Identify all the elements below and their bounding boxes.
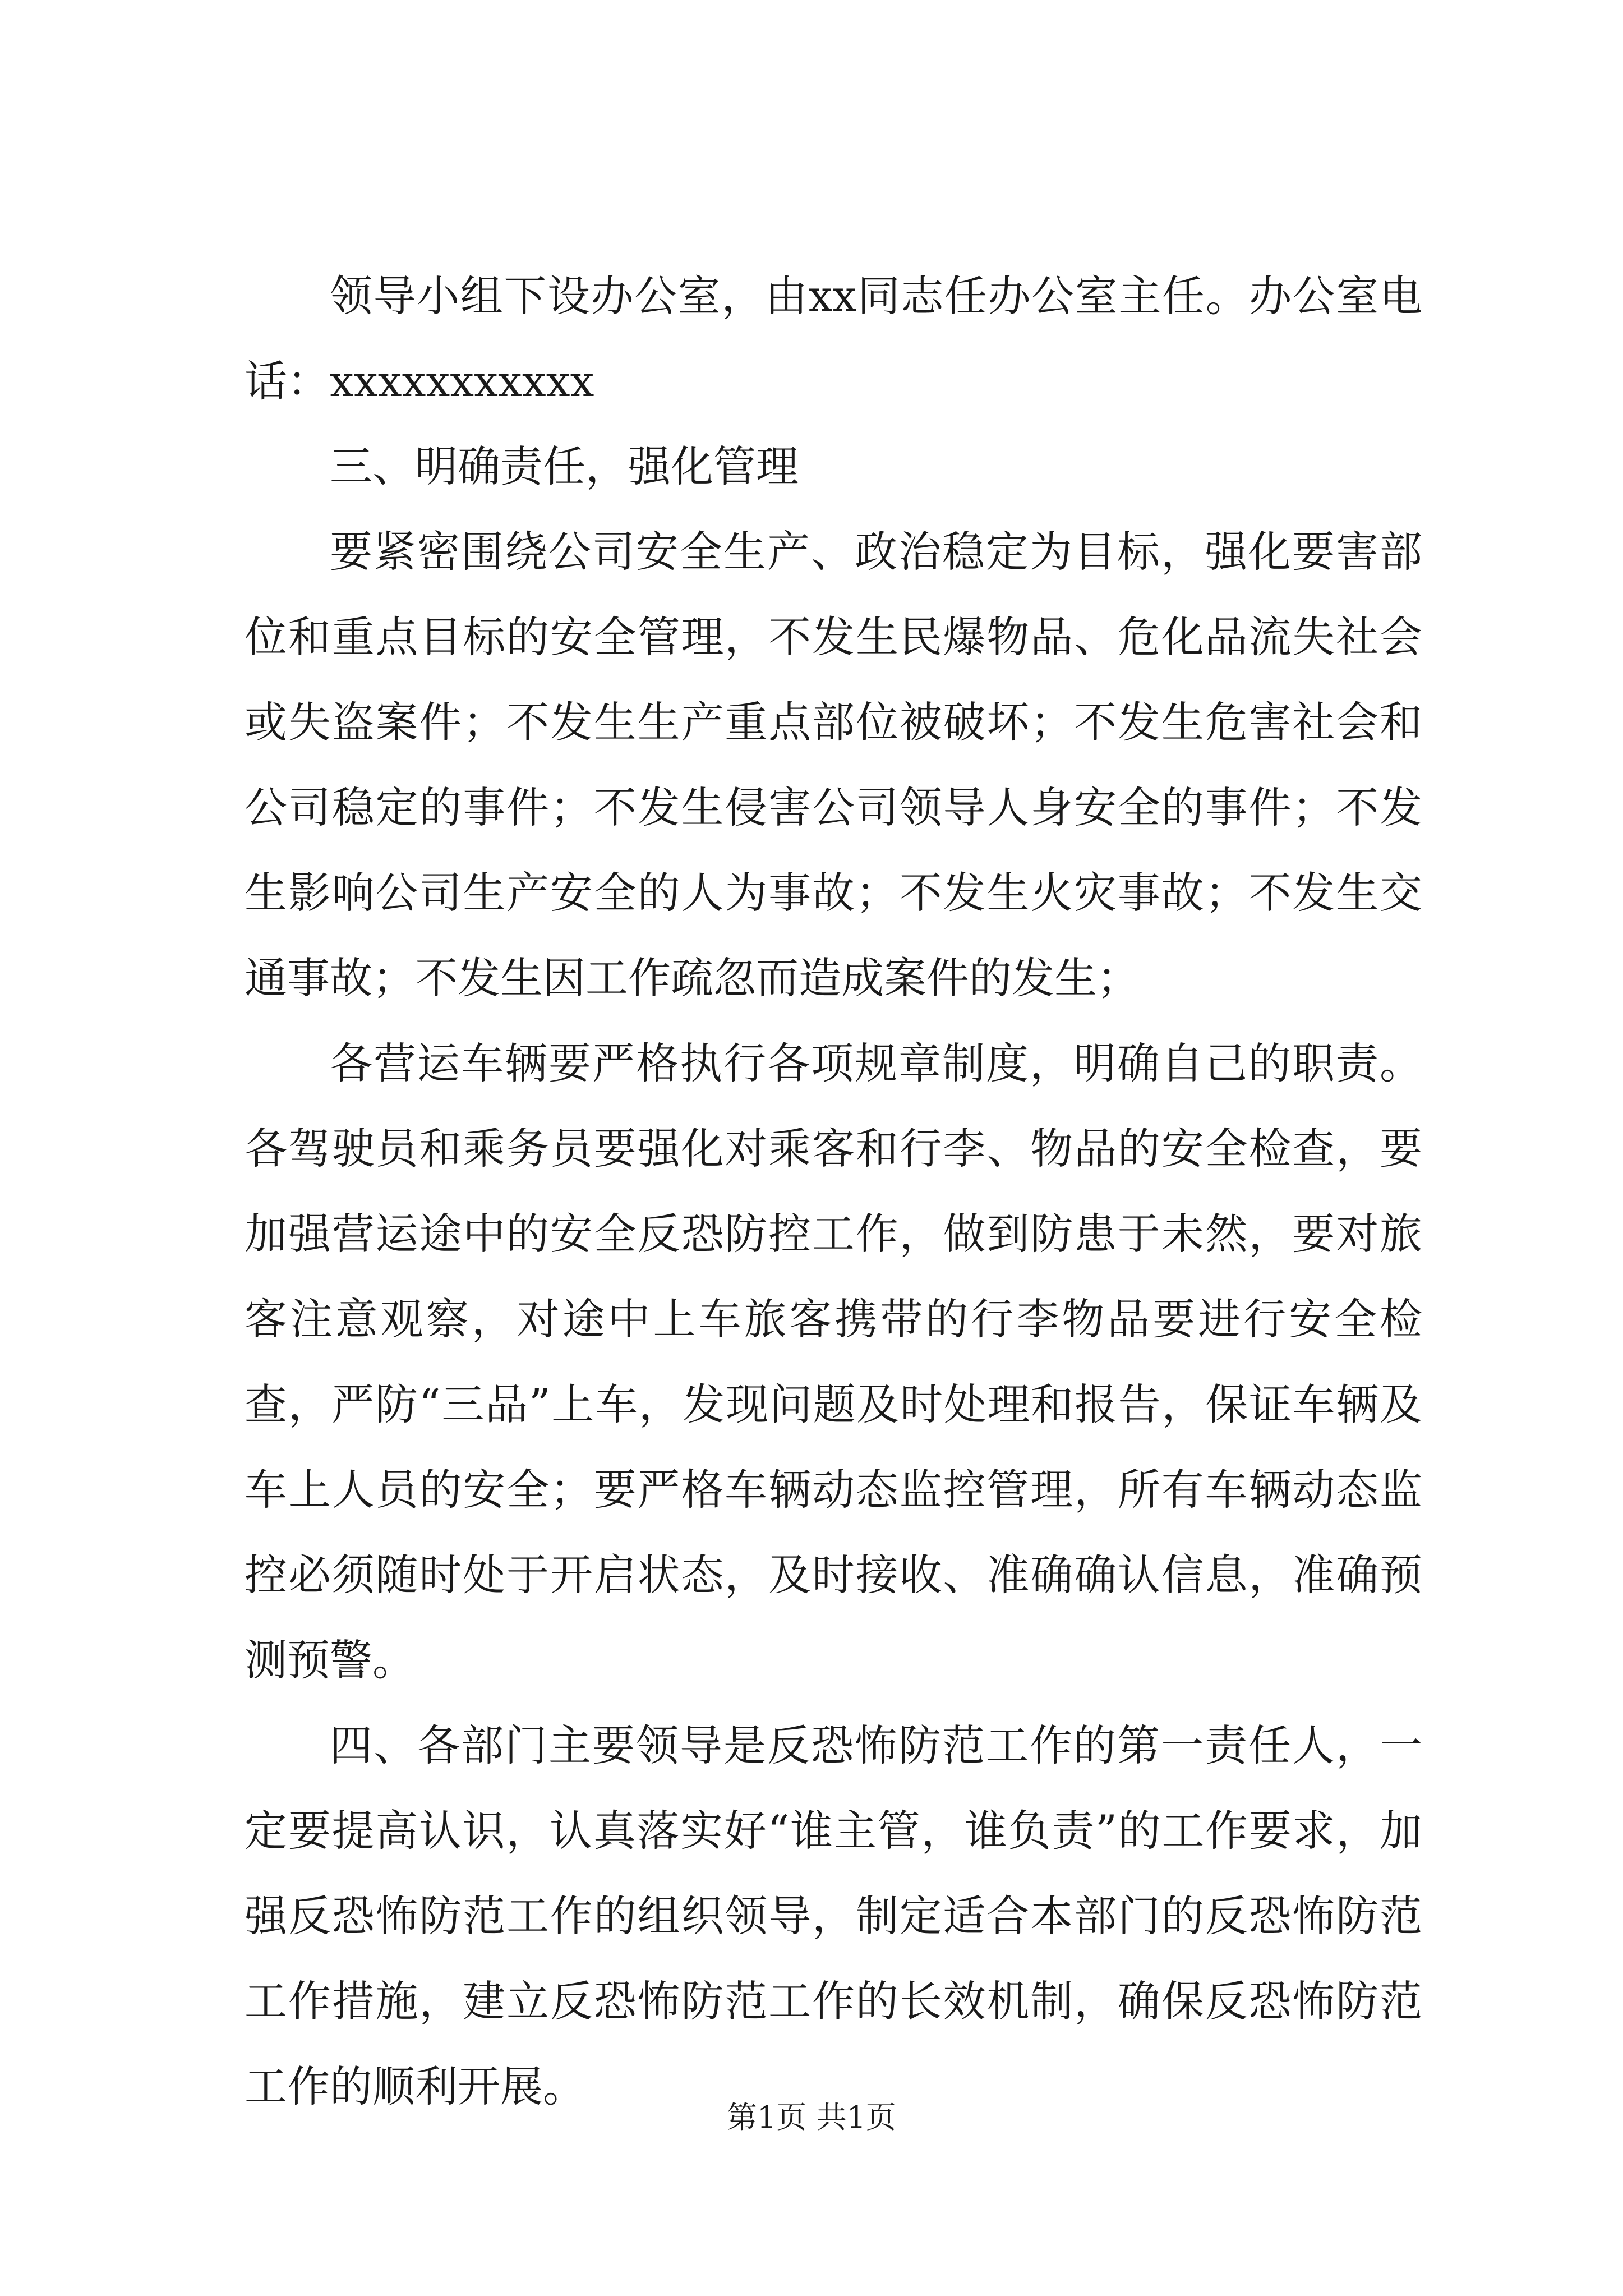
section-heading-responsibility: 三、明确责任，强化管理 [330,441,799,491]
page-number-footer: 第1页 共1页 [727,2100,896,2135]
paragraph-security-goals: 要紧密围绕公司安全生产、政治稳定为目标，强化要害部位和重点目标的安全管理，不发生民爆物品、危化品流失社会或失盗案件；不发生生产重点部位被破坏；不发生危害社会和公司稳定的事件；不发生侵害公司领导人身安全的事件；不发生影响公司生产安全的人为事故；不发生火灾事故；不发生交通事故；不发生因工作疏忽而造成案件的发生； [245,527,1422,1003]
paragraph-vehicle-rules: 各营运车辆要严格执行各项规章制度，明确自己的职责。各驾驶员和乘务员要强化对乘客和行李、物品的安全检查，要加强营运途中的安全反恐防控工作，做到防患于未然，要对旅客注意观察，对途中上车旅客携带的行李物品要进行安全检查，严防“三品”上车，发现问题及时处理和报告，保证车辆及车上人员的安全；要严格车辆动态监控管理，所有车辆动态监控必须随时处于开启状态，及时接收、准确确认信息，准确预测预警。 [245,1038,1422,1685]
document-body [245,254,1422,2129]
paragraph-office: 领导小组下设办公室，由xx同志任办公室主任。办公室电话：xxxxxxxxxxx [245,271,1422,406]
paragraph-department-leaders: 四、各部门主要领导是反恐怖防范工作的第一责任人，一定要提高认识，认真落实好“谁主管，谁负责”的工作要求，加强反恐怖防范工作的组织领导，制定适合本部门的反恐怖防范工作措施，建立反恐怖防范工作的长效机制，确保反恐怖防范工作的顺利开展。 [245,1720,1422,2111]
